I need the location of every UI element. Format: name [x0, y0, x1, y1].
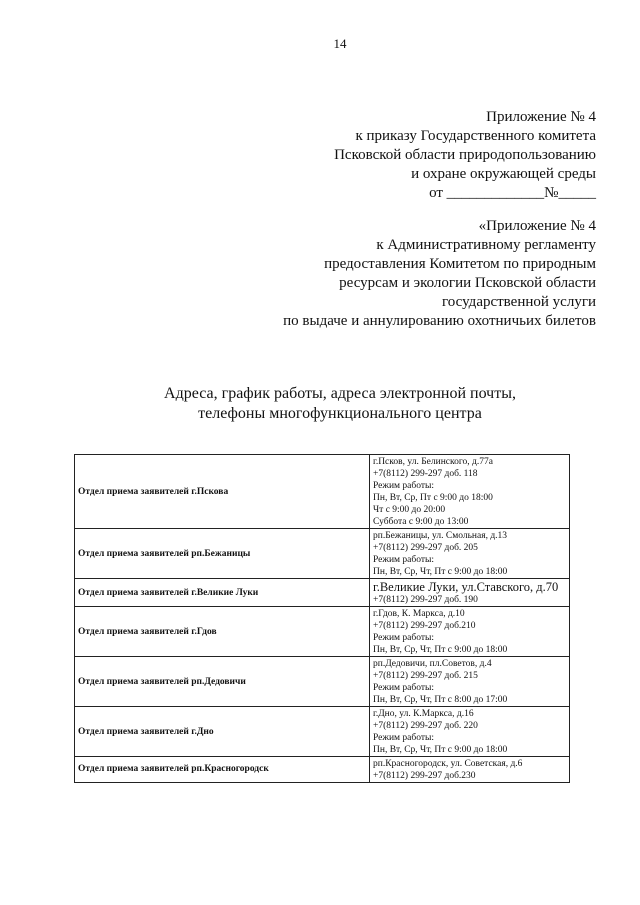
office-phone: +7(8112) 299-297 доб. 205 — [373, 543, 478, 553]
table-row — [75, 579, 570, 607]
table-row — [75, 455, 570, 529]
office-phone: +7(8112) 299-297 доб. 118 — [373, 469, 478, 479]
office-name: Отдел приема заявителей г.Великие Луки — [75, 579, 370, 607]
office-details — [370, 607, 570, 657]
office-details — [370, 657, 570, 707]
heading-line: телефоны многофункционального центра — [198, 405, 482, 422]
office-address: г.Псков, ул. Белинского, д.77а — [373, 457, 493, 467]
heading-line: Адреса, график работы, адреса электронной почты, — [164, 385, 516, 402]
appendix-regulation-line: «Приложение № 4 — [478, 218, 596, 234]
appendix-regulation-block — [283, 217, 596, 331]
table-row — [75, 529, 570, 579]
table-row — [75, 657, 570, 707]
office-address: г.Великие Луки, ул.Ставского, д.70 — [373, 580, 559, 594]
appendix-regulation-line: государственной услуги — [442, 294, 596, 310]
office-details — [370, 757, 570, 783]
office-hours: Пн, Вт, Ср, Чт, Пт с 9:00 до 18:00 — [373, 745, 508, 755]
office-hours: Пн, Вт, Ср, Пт с 9:00 до 18:00 — [373, 493, 493, 503]
office-name: Отдел приема заявителей рп.Красногородск — [75, 757, 370, 783]
office-hours-label: Режим работы: — [373, 733, 435, 743]
office-hours: Суббота с 9:00 до 13:00 — [373, 517, 469, 527]
appendix-order-line: к приказу Государственного комитета — [355, 128, 596, 144]
appendix-order-line: Псковской области природопользованию — [334, 147, 596, 163]
appendix-order-line: и охране окружающей среды — [411, 166, 596, 182]
office-hours: Пн, Вт, Ср, Чт, Пт с 9:00 до 18:00 — [373, 567, 508, 577]
office-name: Отдел приема заявителей г.Пскова — [75, 455, 370, 529]
office-hours: Пн, Вт, Ср, Чт, Пт с 8:00 до 17:00 — [373, 695, 508, 705]
appendix-regulation-line: к Административному регламенту — [376, 237, 596, 253]
office-details — [370, 579, 570, 607]
page-number: 14 — [333, 36, 347, 51]
office-details — [370, 707, 570, 757]
document-heading — [0, 384, 640, 424]
appendix-regulation-line: по выдаче и аннулированию охотничьих билетов — [283, 313, 596, 329]
office-name: Отдел приема заявителей г.Гдов — [75, 607, 370, 657]
office-address: г.Дно, ул. К.Маркса, д.16 — [373, 709, 474, 719]
office-address: рп.Бежаницы, ул. Смольная, д.13 — [373, 531, 508, 541]
appendix-regulation-line: предоставления Комитетом по природным — [324, 256, 596, 272]
appendix-order-date-line: от _____________№_____ — [429, 185, 596, 201]
office-name: Отдел приема заявителей рп.Бежаницы — [75, 529, 370, 579]
appendix-regulation-line: ресурсам и экологии Псковской области — [339, 275, 596, 291]
office-details — [370, 455, 570, 529]
office-hours-label: Режим работы: — [373, 555, 435, 565]
offices-table — [74, 454, 570, 783]
office-hours-label: Режим работы: — [373, 633, 435, 643]
office-hours: Пн, Вт, Ср, Чт, Пт с 9:00 до 18:00 — [373, 645, 508, 655]
table-row — [75, 757, 570, 783]
office-phone: +7(8112) 299-297 доб. 215 — [373, 671, 478, 681]
office-phone: +7(8112) 299-297 доб. 190 — [373, 595, 478, 605]
office-address: рп.Дедовичи, пл.Советов, д.4 — [373, 659, 492, 669]
table-row — [75, 607, 570, 657]
office-phone: +7(8112) 299-297 доб.230 — [373, 771, 476, 781]
office-phone: +7(8112) 299-297 доб.210 — [373, 621, 476, 631]
office-address: рп.Красногородск, ул. Советская, д.6 — [373, 759, 523, 769]
office-name: Отдел приема заявителей г.Дно — [75, 707, 370, 757]
office-name: Отдел приема заявителей рп.Дедовичи — [75, 657, 370, 707]
office-details — [370, 529, 570, 579]
office-address: г.Гдов, К. Маркса, д.10 — [373, 609, 465, 619]
office-hours-label: Режим работы: — [373, 683, 435, 693]
table-row — [75, 707, 570, 757]
office-hours-label: Режим работы: — [373, 481, 435, 491]
office-hours: Чт с 9:00 до 20:00 — [373, 505, 446, 515]
appendix-order-block — [334, 108, 596, 203]
appendix-order-line: Приложение № 4 — [486, 109, 596, 125]
office-phone: +7(8112) 299-297 доб. 220 — [373, 721, 478, 731]
